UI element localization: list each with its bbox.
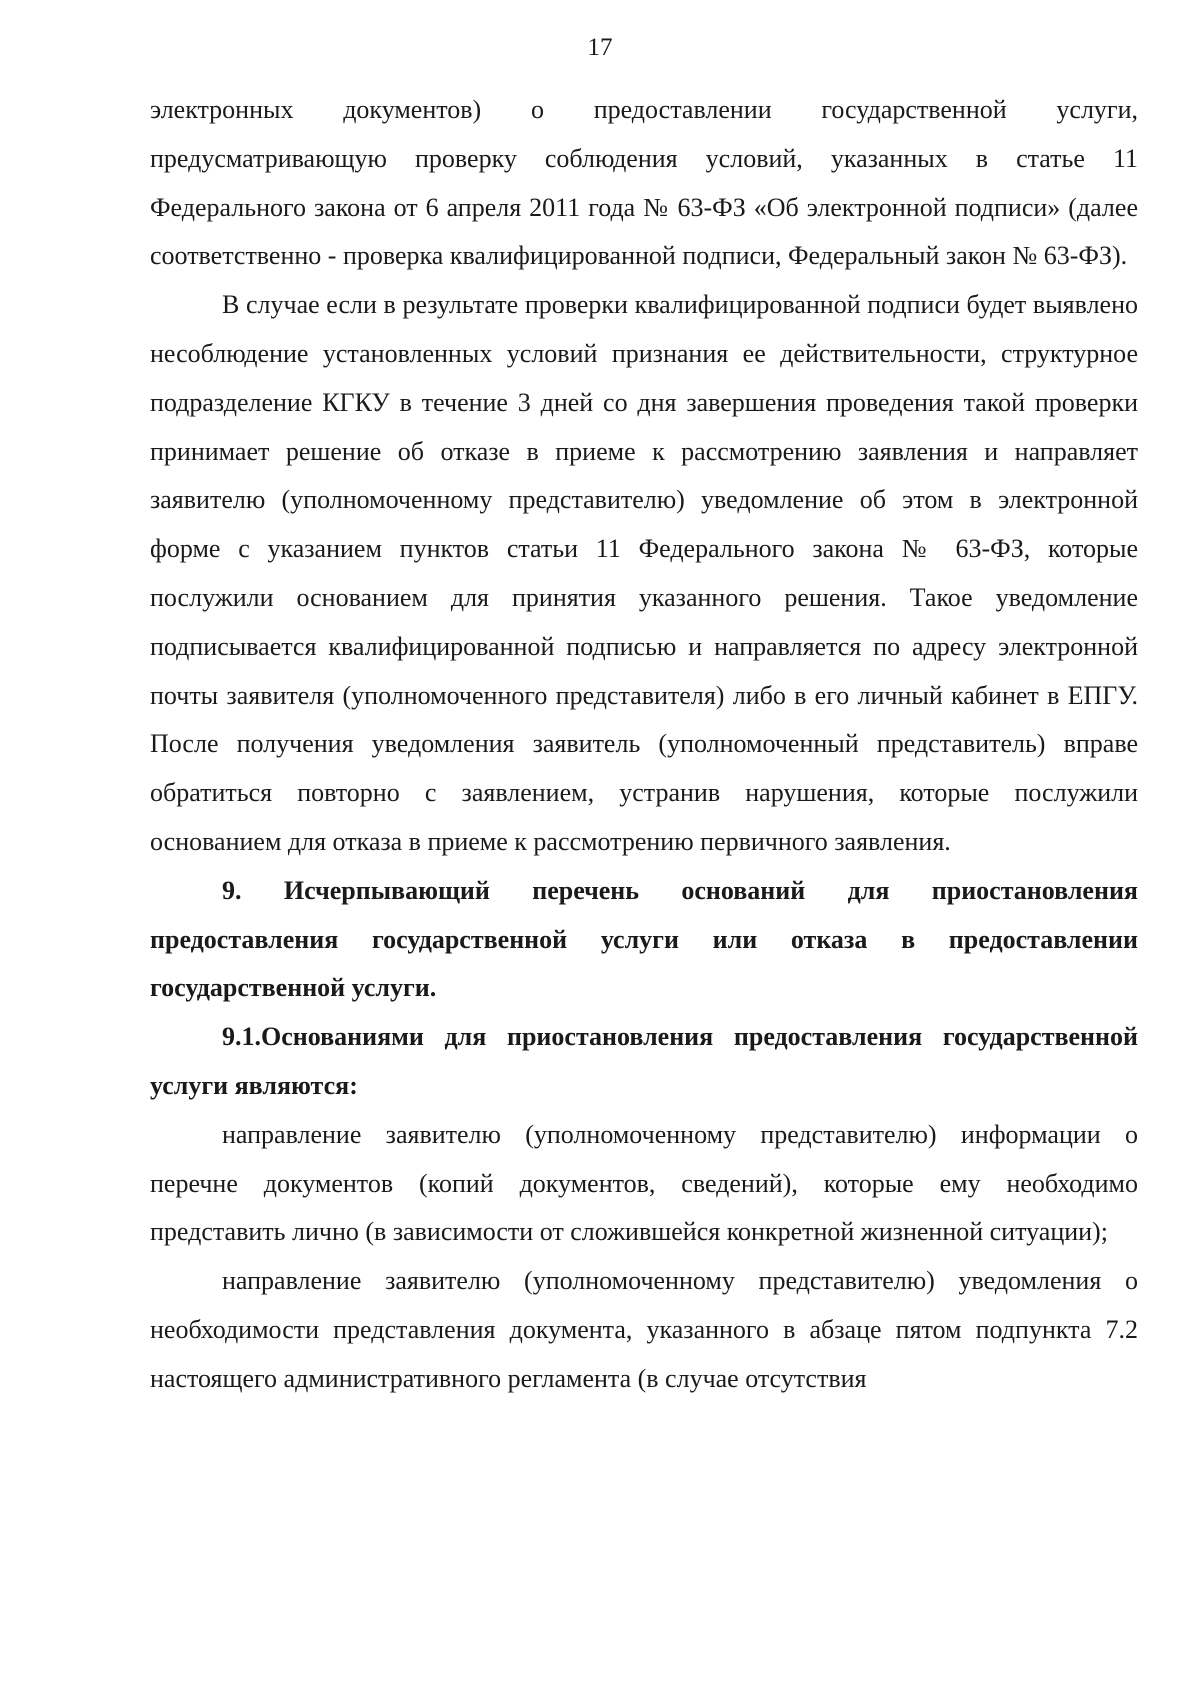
subsection-heading-9-1: 9.1.Основаниями для приостановления предоставления государственной услуги являются: (150, 1022, 1138, 1100)
paragraph-signature-check: В случае если в результате проверки квалифицированной подписи будет выявлено несоблюдение установленных условий признания ее действительности, структурное подразделение КГКУ в течение 3 дней со дня завершения проведения такой проверки принимает решение об отказе в приеме к рассмотрению заявления и направляет заявителю (уполномоченному представителю) уведомление об этом в электронной форме с указанием пунктов статьи 11 Федерального закона № 63-ФЗ, которые послужили основанием для принятия указанного решения. Такое уведомление подписывается квалифицированной подписью и направляется по адресу электронной почты заявителя (уполномоченного представителя) либо в его личный кабинет в ЕПГУ. После получения уведомления заявитель (уполномоченный представитель) вправе обратиться повторно с заявлением, устранив нарушения, которые послужили основанием для отказа в приеме к рассмотрению первичного заявления. (150, 290, 1138, 856)
paragraph-documents-list: направление заявителю (уполномоченному представителю) информации о перечне документов (копий документов, сведений), которые ему необходимо представить лично (в зависимости от сложившейся конкретной жизненной ситуации); (150, 1119, 1138, 1247)
section-heading-9: 9. Исчерпывающий перечень оснований для приостановления предоставления государственной услуги или отказа в предоставлении государственной услуги. (150, 875, 1138, 1003)
paragraph-continuation: электронных документов) о предоставлении государственной услуги, предусматривающую проверку соблюдения условий, указанных в статье 11 Федерального закона от 6 апреля 2011 года № 63-ФЗ «Об электронной подписи» (далее соответственно - проверка квалифицированной подписи, Федеральный закон № 63-ФЗ). (150, 95, 1138, 271)
document-body (150, 86, 1138, 1404)
paragraph-notification: направление заявителю (уполномоченному представителю) уведомления о необходимости представления документа, указанного в абзаце пятом подпункта 7.2 настоящего административного регламента (в случае отсутствия (150, 1266, 1138, 1393)
page-number: 17 (587, 34, 613, 61)
